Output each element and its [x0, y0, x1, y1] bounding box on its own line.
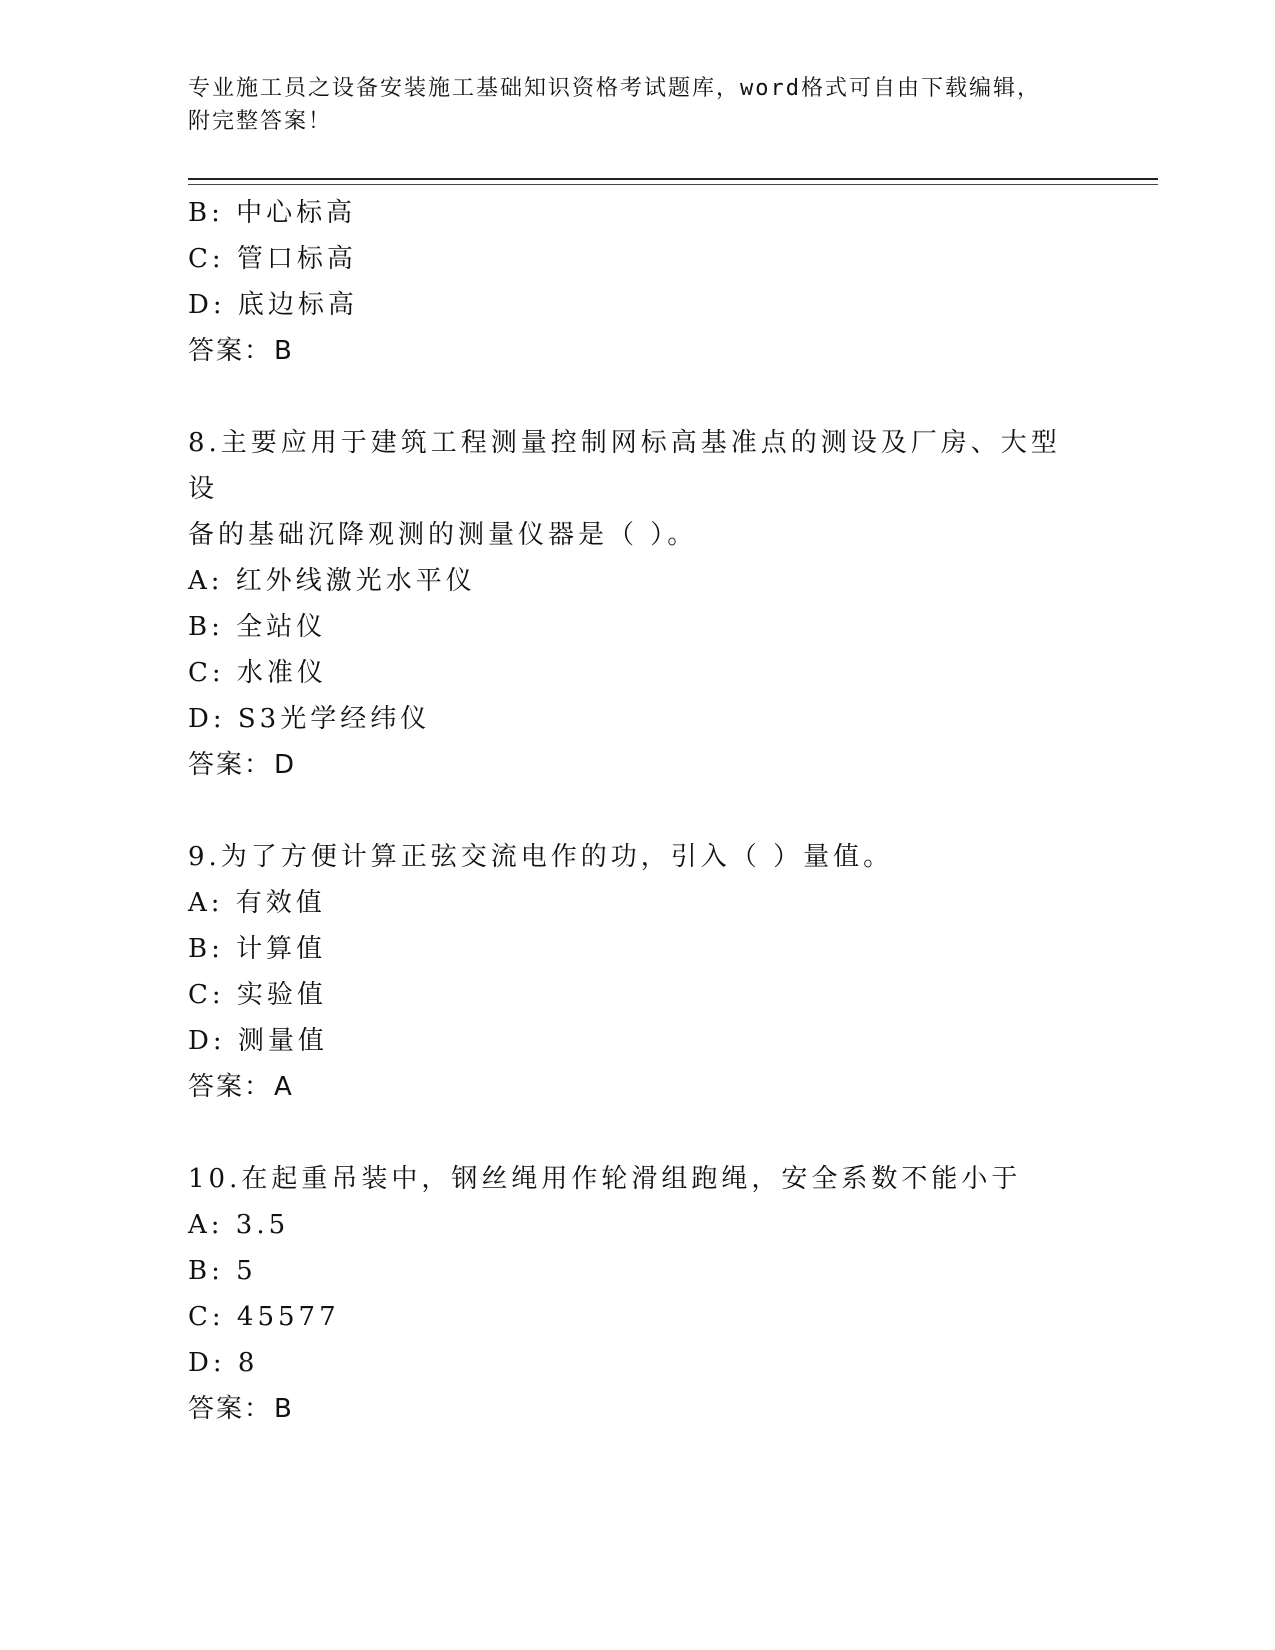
option-d: D: 8	[188, 1348, 259, 1378]
header-line-1: 专业施工员之设备安装施工基础知识资格考试题库，word格式可自由下载编辑，	[188, 76, 1041, 101]
answer-value: B	[274, 1394, 294, 1424]
question-9	[188, 834, 1088, 1110]
answer-value: A	[274, 1072, 294, 1102]
option-a: A: 有效值	[188, 888, 326, 918]
question-stem-line-2: 备的基础沉降观测的测量仪器是（ ）。	[188, 520, 698, 550]
option-c: C: 管口标高	[188, 244, 357, 274]
answer-line	[188, 1064, 1088, 1110]
option-b: B: 全站仪	[188, 612, 327, 642]
question-10	[188, 1156, 1088, 1432]
option-d: D: 测量值	[188, 1026, 328, 1056]
question-list	[188, 190, 1088, 1432]
option-c: C: 实验值	[188, 980, 327, 1010]
option-d: D: S3光学经纬仪	[188, 704, 431, 734]
document-header	[188, 72, 1088, 138]
option-b: B: 计算值	[188, 934, 327, 964]
answer-label: 答案：	[188, 1394, 273, 1424]
question-stem-line-1: 10.在起重吊装中，钢丝绳用作轮滑组跑绳，安全系数不能小于	[188, 1164, 1022, 1194]
answer-label: 答案：	[188, 336, 273, 366]
question-8	[188, 420, 1088, 788]
question-stem-line-1: 8.主要应用于建筑工程测量控制网标高基准点的测设及厂房、大型设	[188, 428, 1061, 504]
header-divider-thin	[188, 184, 1158, 185]
header-divider-thick	[188, 178, 1158, 180]
answer-line	[188, 742, 1088, 788]
option-a: A: 红外线激光水平仪	[188, 566, 476, 596]
continued-question	[188, 190, 1088, 374]
answer-label: 答案：	[188, 750, 273, 780]
header-line-2: 附完整答案！	[188, 109, 333, 134]
option-a: A: 3.5	[188, 1210, 290, 1240]
answer-label: 答案：	[188, 1072, 273, 1102]
option-b: B: 5	[188, 1256, 257, 1286]
option-d: D: 底边标高	[188, 290, 358, 320]
option-c: C: 水准仪	[188, 658, 327, 688]
answer-value: D	[274, 750, 297, 780]
option-c: C: 45577	[188, 1302, 340, 1332]
answer-value: B	[274, 336, 294, 366]
answer-line	[188, 1386, 1088, 1432]
answer-line	[188, 328, 1088, 374]
option-b: B: 中心标高	[188, 198, 357, 228]
question-stem-line-1: 9.为了方便计算正弦交流电作的功，引入（ ）量值。	[188, 842, 894, 872]
